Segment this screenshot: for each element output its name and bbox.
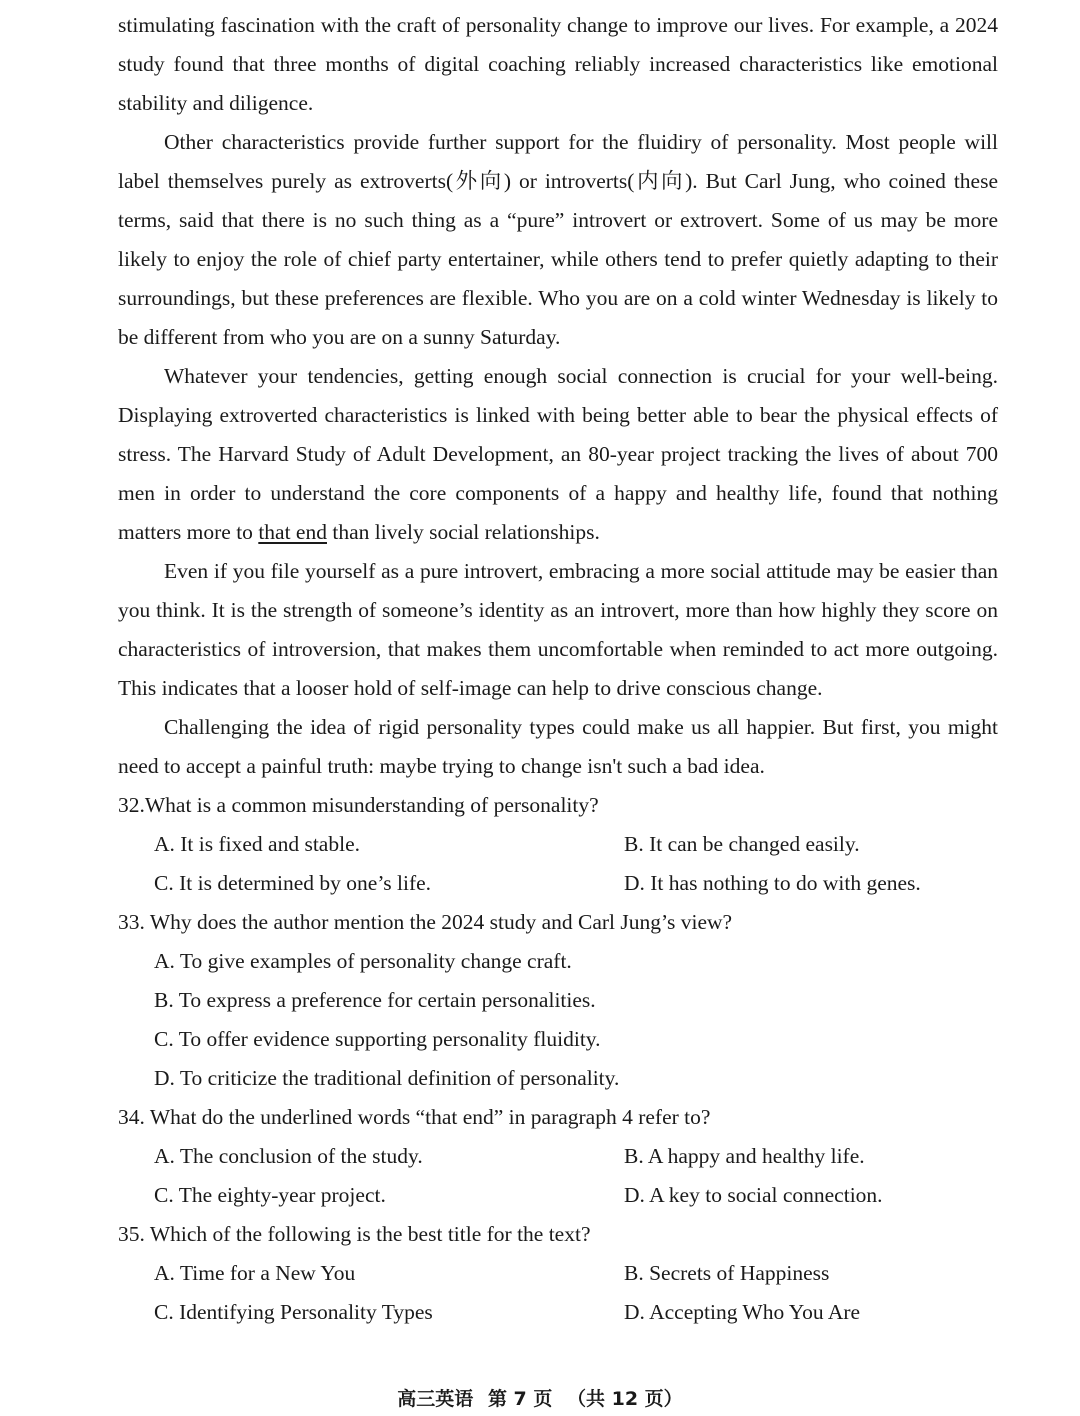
option-a[interactable]: A. The conclusion of the study. [154,1144,423,1168]
option-b[interactable]: B. It can be changed easily. [624,832,860,856]
option-b[interactable]: B. To express a preference for certain personalities. [154,988,596,1012]
paragraph-fluidity: Other characteristics provide further support for the fluidiry of personality. Most people will label themselves purely as extroverts(外向) or introverts(内向). But Carl Jung, who coined these terms, said that there is no such thing as a “pure” introvert or extrovert. Some of us may be more likely to enjoy the role of chief party entertainer, while others tend to prefer quietly adapting to their surroundings, but these preferences are flexible. Who you are on a cold winter Wednesday is likely to be different from who you are on a sunny Saturday. [118,130,998,349]
option-a[interactable]: A. To give examples of personality change craft. [154,949,572,973]
page-footer [0,1384,1080,1411]
option-d[interactable]: D. It has nothing to do with genes. [624,871,921,895]
option-c[interactable]: C. Identifying Personality Types [154,1300,433,1324]
question-stem: 33. Why does the author mention the 2024 study and Carl Jung’s view? [118,910,733,934]
option-c[interactable]: C. It is determined by one’s life. [154,871,432,895]
question-32 [118,786,998,903]
question-33 [118,903,998,1098]
option-c[interactable]: C. To offer evidence supporting personality fluidity. [154,1027,601,1051]
question-stem: 32.What is a common misunderstanding of personality? [118,793,599,817]
footer-total-pages: （共 12 页） [567,1388,683,1410]
option-d[interactable]: D. Accepting Who You Are [624,1300,861,1324]
footer-subject: 高三英语 [397,1388,474,1410]
question-35 [118,1215,998,1332]
option-d[interactable]: D. To criticize the traditional definition of personality. [154,1066,620,1090]
option-a[interactable]: A. It is fixed and stable. [154,832,360,856]
paragraph-social-connection-part2: than lively social relationships. [326,520,600,544]
option-d[interactable]: D. A key to social connection. [624,1183,883,1207]
paragraph-conclusion: Challenging the idea of rigid personality types could make us all happier. But first, you might need to accept a painful truth: maybe trying to change isn't such a bad idea. [118,715,998,778]
option-b[interactable]: B. Secrets of Happiness [624,1261,830,1285]
question-stem: 34. What do the underlined words “that end” in paragraph 4 refer to? [118,1105,711,1129]
option-a[interactable]: A. Time for a New You [154,1261,356,1285]
underlined-phrase: that end [258,520,327,544]
paragraph-social-connection [118,357,998,552]
paragraph-continued: stimulating fascination with the craft of personality change to improve our lives. For example, a 2024 study found that three months of digital coaching reliably increased characteristics like emotional stability and diligence. [118,13,998,115]
paragraph-social-connection-part1: Whatever your tendencies, getting enough social connection is crucial for your well-being. Displaying extroverted characteristics is linked with being better able to bear the physical effects of stress. The Harvard Study of Adult Development, an 80-year project tracking the lives of about 700 men in order to understand the core components of a happy and healthy life, found that nothing matters more to [118,364,998,544]
option-b[interactable]: B. A happy and healthy life. [624,1144,865,1168]
reading-passage [118,6,998,1332]
question-34 [118,1098,998,1215]
question-stem: 35. Which of the following is the best title for the text? [118,1222,591,1246]
footer-page-number: 第 7 页 [487,1388,553,1410]
paragraph-introvert: Even if you file yourself as a pure introvert, embracing a more social attitude may be easier than you think. It is the strength of someone’s identity as an introvert, more than how highly they score on characteristics of introversion, that makes them uncomfortable when reminded to act more outgoing. This indicates that a looser hold of self-image can help to drive conscious change. [118,559,998,700]
option-c[interactable]: C. The eighty-year project. [154,1183,386,1207]
